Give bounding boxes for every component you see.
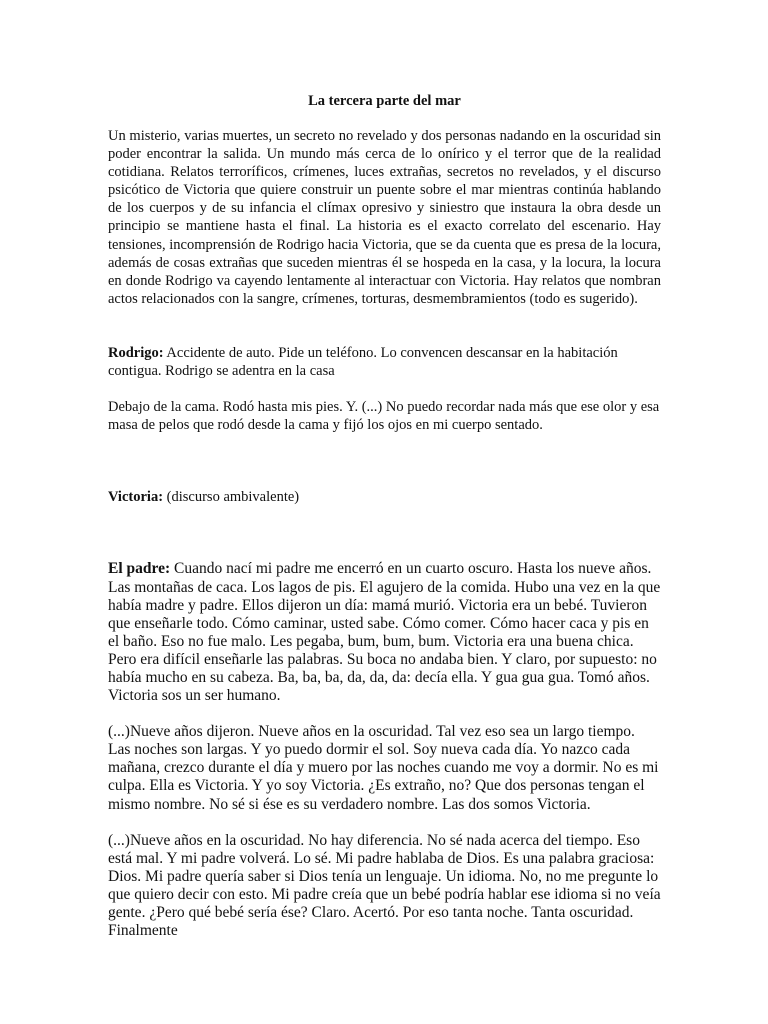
intro-paragraph: Un misterio, varias muertes, un secreto no revelado y dos personas nadando en la oscuridad sin poder encontrar la salida. Un mundo más cerca de lo onírico y el terror que de la realidad cotidiana. Relatos terroríficos, crímenes, luces extrañas, secretos no revelados, y el discurso psicótico de Victoria que quiere construir un puente sobre el mar mientras continúa hablando de los cuerpos y de su infancia el clímax opresivo y siniestro que instaura la obra desde un principio se mantiene hasta el final. La historia es el exacto correlato del escenario. Hay tensiones, incomprensión de Rodrigo hacia Victoria, que se da cuenta que es presa de la locura, además de cosas extrañas que suceden mientras él se hospeda en la casa, y la locura, la locura en donde Rodrigo va cayendo lentamente al interactuar con Victoria. Hay relatos que nombran actos relacionados con la sangre, crímenes, torturas, desmembramientos (todo es sugerido). bbox=[108, 128, 661, 307]
rodrigo-speaker-label: Rodrigo: bbox=[108, 344, 164, 361]
padre-speaker-label: El padre: bbox=[108, 560, 171, 578]
rodrigo-quote-paragraph: Debajo de la cama. Rodó hasta mis pies. Y. (...) No puedo recordar nada más que ese olor y esa masa de pelos que rodó desde la cama y fijó los ojos en mi cuerpo sentado. bbox=[108, 399, 660, 434]
document-title: La tercera parte del mar bbox=[308, 93, 461, 109]
document-body bbox=[108, 92, 661, 940]
victoria-paragraph bbox=[108, 488, 661, 506]
rodrigo-paragraph bbox=[108, 344, 661, 380]
padre-text: Cuando nací mi padre me encerró en un cuarto oscuro. Hasta los nueve años. Las montañas de caca. Los lagos de pis. El agujero de la comida. Hubo una vez en la que había madre y padre. Ellos dijeron un día: mamá murió. Victoria era un bebé. Tuvieron que enseñarle todo. Cómo caminar, usted sabe. Cómo comer. Cómo hacer caca y pis en el baño. Eso no fue malo. Les pegaba, bum, bum, bum. Victoria era una buena chica. Pero era difícil enseñarle las palabras. Su boca no andaba bien. Y claro, por supuesto: no había mucho en su cabeza. Ba, ba, ba, da, da, da: decía ella. Y gua gua gua. Tomó años. Victoria sos un ser humano. bbox=[108, 560, 661, 705]
victoria-speaker-label: Victoria: bbox=[108, 489, 164, 506]
darkness-paragraph: (...)Nueve años en la oscuridad. No hay diferencia. No sé nada acerca del tiempo. Eso está mal. Y mi padre volverá. Lo sé. Mi padre hablaba de Dios. Es una palabra graciosa: Dios. Mi padre quería saber si Dios tenía un lenguaje. Un idioma. No, no me pregunte lo que quiero decir con esto. Mi padre creía que un bebé podría hablar ese idioma si no veía gente. ¿Pero qué bebé sería ése? Claro. Acertó. Por eso tanta noche. Tanta oscuridad. Finalmente bbox=[108, 831, 661, 940]
rodrigo-description: Accidente de auto. Pide un teléfono. Lo convencen descansar en la habitación contigua. Rodrigo se adentra en la casa bbox=[108, 344, 618, 380]
nine-years-paragraph: (...)Nueve años dijeron. Nueve años en la oscuridad. Tal vez eso sea un largo tiempo. Las noches son largas. Y yo puedo dormir el sol. Soy nueva cada día. Yo nazco cada mañana, crezco durante el día y muero por las noches cuando me voy a dormir. No es mi culpa. Ella es Victoria. Y yo soy Victoria. ¿Es extraño, no? Que dos personas tengan el mismo nombre. No sé si ése es su verdadero nombre. Las dos somos Victoria. bbox=[108, 723, 659, 813]
victoria-description: (discurso ambivalente) bbox=[163, 489, 300, 506]
padre-paragraph bbox=[108, 560, 661, 705]
